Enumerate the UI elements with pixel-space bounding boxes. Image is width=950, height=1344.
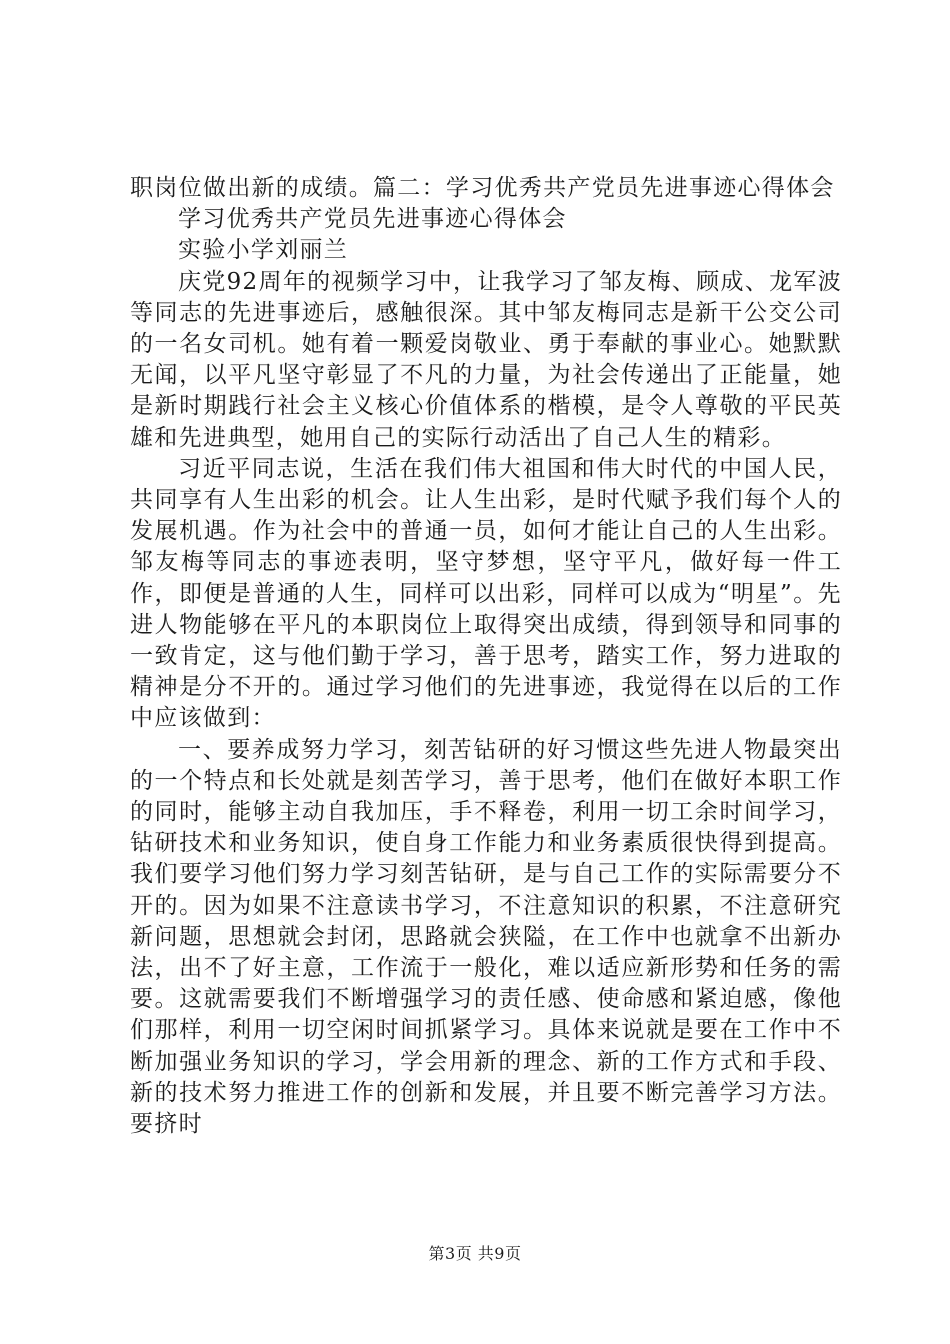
- paragraph-intro: 庆党92周年的视频学习中，让我学习了邹友梅、顾成、龙军波等同志的先进事迹后，感触很深。其中邹友梅同志是新干公交公司的一名女司机。她有着一颗爱岗敬业、勇于奉献的事业心。她默默无闻，以平凡坚守彰显了不凡的力量，为社会传递出了正能量，她是新时期践行社会主义核心价值体系的楷模，是令人尊敬的平民英雄和先进典型，她用自己的实际行动活出了自己人生的精彩。: [130, 268, 842, 451]
- article-title: 学习优秀共产党员先进事迹心得体会: [178, 206, 567, 233]
- document-body: [130, 173, 842, 1140]
- paragraph-continuation: 职岗位做出新的成绩。篇二：学习优秀共产党员先进事迹心得体会: [130, 175, 835, 201]
- page-footer: 第3页 共9页: [428, 1244, 522, 1263]
- paragraph-point-one: 一、要养成努力学习，刻苦钻研的好习惯这些先进人物最突出的一个特点和长处就是刻苦学习，善于思考，他们在做好本职工作的同时，能够主动自我加压，手不释卷，利用一切工余时间学习，钻研技术和业务知识，使自身工作能力和业务素质很快得到提高。我们要学习他们努力学习刻苦钻研，是与自己工作的实际需要分不开的。因为如果不注意读书学习，不注意知识的积累，不注意研究新问题，思想就会封闭，思路就会狭隘，在工作中也就拿不出新办法，出不了好主意，工作流于一般化，难以适应新形势和任务的需要。这就需要我们不断增强学习的责任感、使命感和紧迫感，像他们那样，利用一切空闲时间抓紧学习。具体来说就是要在工作中不断加强业务知识的学习，学会用新的理念、新的工作方式和手段、新的技术努力推进工作的创新和发展，并且要不断完善学习方法。要挤时: [130, 736, 842, 1138]
- paragraph-quote: 习近平同志说，生活在我们伟大祖国和伟大时代的中国人民，共同享有人生出彩的机会。让人生出彩，是时代赋予我们每个人的发展机遇。作为社会中的普通一员，如何才能让自己的人生出彩。邹友梅等同志的事迹表明，坚守梦想，坚守平凡，做好每一件工作，即便是普通的人生，同样可以出彩，同样可以成为“明星”。先进人物能够在平凡的本职岗位上取得突出成绩，得到领导和同事的一致肯定，这与他们勤于学习，善于思考，踏实工作，努力进取的精神是分不开的。通过学习他们的先进事迹，我觉得在以后的工作中应该做到：: [130, 455, 842, 732]
- author-line: 实验小学刘丽兰: [178, 237, 349, 264]
